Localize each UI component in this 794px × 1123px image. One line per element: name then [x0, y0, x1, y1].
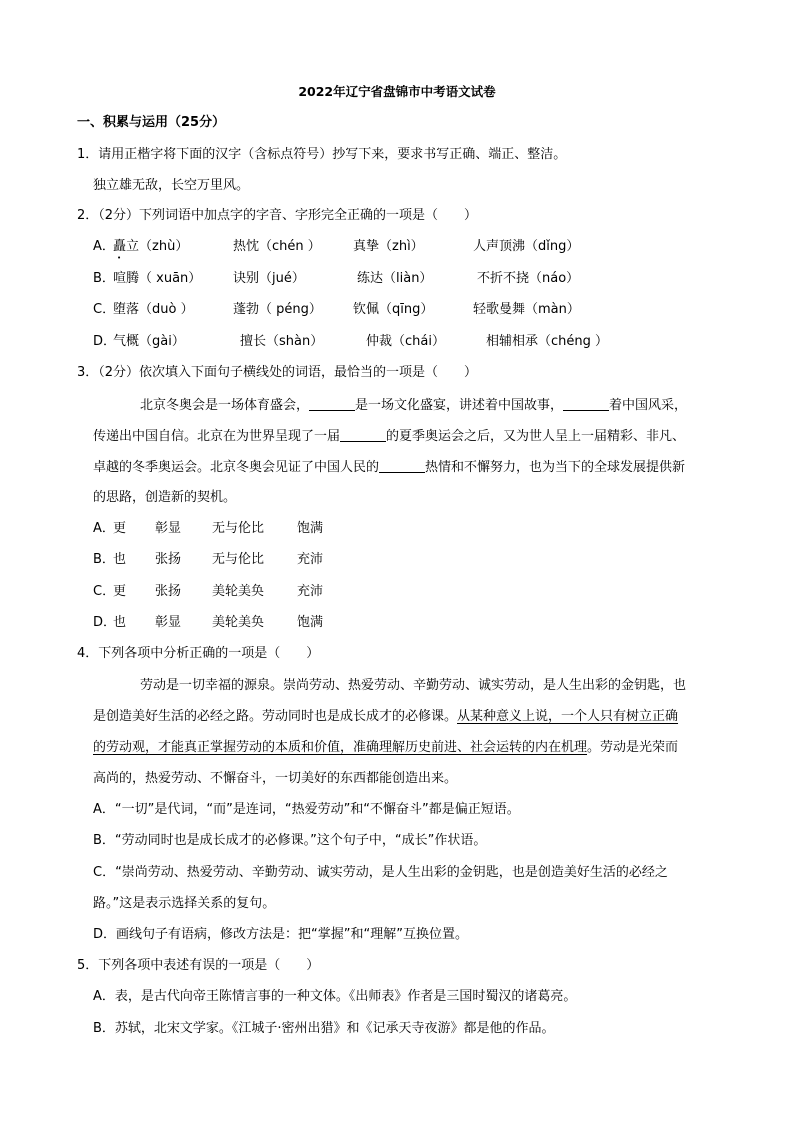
- option-letter: B．: [93, 552, 115, 567]
- option-item: 练达（liàn）: [357, 271, 433, 286]
- option-item: 真挚（zhì）: [353, 239, 424, 254]
- option-item: 擅长（shàn）: [240, 334, 324, 349]
- question-5-stem: 5．下列各项中表述有误的一项是（ ）: [77, 958, 320, 973]
- question-4-passage-line: 的劳动观，才能真正掌握劳动的本质和价值，准确理解历史前进、社会运转的内在机理。劳动是光荣而: [93, 740, 679, 755]
- question-3-stem: 3．（2分）依次填入下面句子横线处的词语，最恰当的一项是（ ）: [77, 365, 478, 380]
- option-item: 气概（gài）: [113, 334, 185, 349]
- option-item: 人声顶沸（dǐng）: [473, 239, 580, 254]
- question-2-stem: 2．（2分）下列词语中加点字的字音、字形完全正确的一项是（ ）: [77, 208, 478, 223]
- question-1-stem: 1．请用正楷字将下面的汉字（含标点符号）抄写下来，要求书写正确、端正、整洁。: [77, 147, 567, 162]
- option-item: 饱满: [297, 615, 324, 630]
- option-item: 蓬勃（ péng）: [233, 302, 322, 317]
- option-item: 无与伦比: [212, 521, 265, 536]
- option-item: 矗立（zhù）: [113, 239, 189, 254]
- option-item: 热忱（chén ）: [233, 239, 321, 254]
- fill-blank: [340, 427, 386, 442]
- option-letter: C．: [93, 584, 116, 599]
- option-letter: D．: [93, 615, 117, 630]
- underlined-sentence: 的劳动观，才能真正掌握劳动的本质和价值，准确理解历史前进、社会运转的内在机理: [93, 740, 588, 755]
- question-3-passage-line: 卓越的冬季奥运会。北京冬奥会见证了中国人民的 热情和不懈努力，也为当下的全球发展提供新: [93, 460, 686, 475]
- option-item: 张扬: [155, 552, 182, 567]
- fill-blank: [309, 396, 355, 411]
- section-heading: 一、积累与运用（25分）: [77, 115, 226, 130]
- underlined-sentence: 从某种意义上说，一个人只有树立正确: [457, 709, 679, 724]
- question-5-option-a: A．表，是古代向帝王陈情言事的一种文体。《出师表》作者是三国时蜀汉的诸葛亮。: [93, 989, 577, 1004]
- question-4-passage-line: 高尚的，热爱劳动、不懈奋斗，一切美好的东西都能创造出来。: [93, 771, 458, 786]
- question-5-option-b: B．苏轼，北宋文学家。《江城子·密州出猎》和《记承天寺夜游》都是他的作品。: [93, 1021, 555, 1036]
- option-item: 相辅相承（chéng ）: [486, 334, 609, 349]
- option-item: 饱满: [297, 521, 324, 536]
- option-letter: A．: [93, 239, 115, 254]
- question-3-passage-line: 的思路，创造新的契机。: [93, 490, 237, 505]
- option-item: 张扬: [155, 584, 182, 599]
- option-item: 也: [113, 552, 127, 567]
- option-letter: A．: [93, 521, 115, 536]
- page-title: 2022年辽宁省盘锦市中考语文试卷: [298, 84, 496, 99]
- option-item: 充沛: [297, 584, 324, 599]
- question-4-option-c-cont: 路。”这是表示选择关系的复句。: [93, 896, 276, 911]
- option-item: 堕落（duò ）: [113, 302, 194, 317]
- option-item: 无与伦比: [212, 552, 265, 567]
- option-item: 也: [113, 615, 127, 630]
- option-letter: D．: [93, 334, 117, 349]
- option-item: 不折不挠（náo）: [477, 271, 580, 286]
- option-item: 轻歌曼舞（màn）: [473, 302, 580, 317]
- option-item: 仲裁（chái）: [366, 334, 445, 349]
- question-4-option-d: D．画线句子有语病，修改方法是：把“掌握”和“理解”互换位置。: [93, 927, 468, 942]
- option-item: 更: [113, 584, 127, 599]
- question-3-passage-line: 传递出中国自信。北京在为世界呈现了一届 的夏季奥运会之后，又为世人呈上一届精彩、非凡、: [93, 429, 686, 444]
- question-4-passage-line: 劳动是一切幸福的源泉。崇尚劳动、热爱劳动、辛勤劳动、诚实劳动，是人生出彩的金钥匙，也: [140, 678, 687, 693]
- option-item: 彰显: [155, 615, 182, 630]
- question-4-passage-line: 是创造美好生活的必经之路。劳动同时也是成长成才的必修课。从某种意义上说，一个人只有树立正确: [93, 709, 679, 724]
- fill-blank: [379, 458, 425, 473]
- option-letter: B．: [93, 271, 115, 286]
- question-4-option-c: C．“崇尚劳动、热爱劳动、辛勤劳动、诚实劳动，是人生出彩的金钥匙，也是创造美好生活的必经之: [93, 865, 668, 880]
- fill-blank: [563, 396, 609, 411]
- option-item: 彰显: [155, 521, 182, 536]
- question-3-passage-line: 北京冬奥会是一场体育盛会， 是一场文化盛宴，讲述着中国故事， 着中国风采，: [140, 398, 688, 413]
- option-letter: C．: [93, 302, 116, 317]
- question-4-option-b: B．“劳动同时也是成长成才的必修课。”这个句子中，“成长”作状语。: [93, 833, 487, 848]
- option-item: 充沛: [297, 552, 324, 567]
- option-item: 美轮美奂: [212, 584, 265, 599]
- option-item: 喧腾（ xuān）: [113, 271, 202, 286]
- question-4-stem: 4．下列各项中分析正确的一项是（ ）: [77, 646, 320, 661]
- option-item: 钦佩（qīng）: [353, 302, 434, 317]
- option-item: 美轮美奂: [212, 615, 265, 630]
- question-1-copy-text: 独立雄无敌，长空万里风。: [93, 178, 250, 193]
- option-item: 更: [113, 521, 127, 536]
- question-4-option-a: A．“一切”是代词，“而”是连词，“热爱劳动”和“不懈奋斗”都是偏正短语。: [93, 802, 520, 817]
- option-item: 诀别（jué）: [233, 271, 305, 286]
